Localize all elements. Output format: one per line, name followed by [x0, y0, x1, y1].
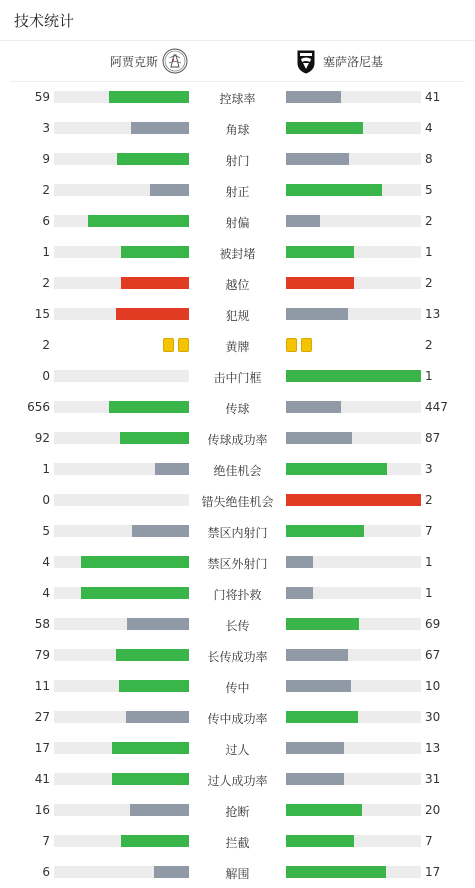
- away-stat-value: 7: [425, 524, 433, 538]
- home-stat-bar: [54, 680, 189, 692]
- home-stat-bar: [54, 122, 189, 134]
- home-stat-fill: [117, 153, 189, 165]
- away-stat-fill: [286, 618, 359, 630]
- away-stat-bar: [286, 308, 421, 320]
- home-stat-fill: [127, 618, 189, 630]
- away-stat-bar: [286, 277, 421, 289]
- stat-row: [0, 857, 475, 888]
- home-stat-value: 17: [34, 741, 50, 755]
- teams-header: [10, 41, 465, 82]
- home-stat-bar: [54, 773, 189, 785]
- stat-row: [0, 423, 475, 454]
- home-stat-bar: [54, 277, 189, 289]
- home-yellow-cards: [163, 338, 189, 352]
- away-stat-fill: [286, 463, 387, 475]
- home-stat-fill: [116, 649, 189, 661]
- stat-row: [0, 733, 475, 764]
- home-stat-fill: [130, 804, 189, 816]
- stat-label: 解围: [225, 867, 250, 881]
- away-stat-fill: [286, 804, 362, 816]
- away-stat-value: 13: [425, 741, 441, 755]
- away-stat-value: 2: [425, 493, 433, 507]
- away-stat-fill: [286, 742, 344, 754]
- home-stat-value: 6: [42, 865, 50, 879]
- home-stat-fill: [81, 587, 189, 599]
- away-stat-value: 13: [425, 307, 441, 321]
- home-stat-fill: [154, 866, 189, 878]
- stat-label: 禁区外射门: [207, 557, 268, 571]
- stat-row: [0, 454, 475, 485]
- home-stat-fill: [121, 246, 189, 258]
- home-stat-bar: [54, 215, 189, 227]
- away-stat-fill: [286, 370, 421, 382]
- stat-row: [0, 547, 475, 578]
- stat-row: [0, 516, 475, 547]
- away-stat-value: 67: [425, 648, 441, 662]
- away-stat-fill: [286, 711, 358, 723]
- away-stat-fill: [286, 649, 348, 661]
- home-stat-bar: [54, 804, 189, 816]
- stat-label: 绝佳机会: [213, 464, 262, 478]
- home-stat-fill: [150, 184, 189, 196]
- stat-row: [0, 299, 475, 330]
- stat-label: 黄牌: [225, 340, 250, 354]
- home-stat-bar: [54, 91, 189, 103]
- stat-row: [0, 671, 475, 702]
- stat-label: 禁区内射门: [207, 526, 268, 540]
- stat-label: 长传: [225, 619, 250, 633]
- yellow-card-icon: [178, 338, 189, 352]
- stat-row: [0, 578, 475, 609]
- page-title: 技术统计: [14, 12, 75, 30]
- stat-label: 被封堵: [219, 247, 256, 261]
- away-stat-bar: [286, 215, 421, 227]
- home-stat-bar: [54, 742, 189, 754]
- stat-label: 错失绝佳机会: [201, 495, 274, 509]
- home-stat-fill: [109, 91, 189, 103]
- home-stat-fill: [132, 525, 189, 537]
- stat-row: [0, 206, 475, 237]
- home-stat-value: 2: [42, 183, 50, 197]
- away-stat-value: 4: [425, 121, 433, 135]
- away-stat-bar: [286, 525, 421, 537]
- home-stat-fill: [109, 401, 189, 413]
- home-stat-bar: [54, 494, 189, 506]
- home-stat-value: 59: [34, 90, 50, 104]
- home-stat-bar: [54, 308, 189, 320]
- home-stat-fill: [126, 711, 189, 723]
- away-stat-value: 1: [425, 369, 433, 383]
- home-stat-bar: [54, 525, 189, 537]
- home-stat-value: 7: [42, 834, 50, 848]
- home-stat-bar: [54, 866, 189, 878]
- title-bar: [0, 0, 475, 41]
- home-stat-value: 6: [42, 214, 50, 228]
- home-stat-value: 0: [42, 493, 50, 507]
- away-stat-value: 69: [425, 617, 441, 631]
- yellow-card-icon: [163, 338, 174, 352]
- home-stat-value: 15: [34, 307, 50, 321]
- home-stat-value: 9: [42, 152, 50, 166]
- stat-row: [0, 144, 475, 175]
- stat-label: 拦截: [225, 836, 250, 850]
- home-stat-value: 41: [34, 772, 50, 786]
- home-stat-bar: [54, 463, 189, 475]
- home-stat-fill: [121, 277, 189, 289]
- stat-row: [0, 795, 475, 826]
- away-stat-fill: [286, 277, 354, 289]
- away-stat-bar: [286, 680, 421, 692]
- away-stat-fill: [286, 401, 341, 413]
- home-stat-value: 27: [34, 710, 50, 724]
- away-stat-fill: [286, 773, 344, 785]
- stat-row: [0, 330, 475, 361]
- stats-list: [0, 82, 475, 888]
- home-stat-bar: [54, 556, 189, 568]
- away-stat-fill: [286, 308, 348, 320]
- away-stat-bar: [286, 91, 421, 103]
- home-stat-value: 92: [34, 431, 50, 445]
- home-stat-fill: [88, 215, 189, 227]
- away-stat-fill: [286, 835, 354, 847]
- home-stat-fill: [155, 463, 189, 475]
- stat-row: [0, 392, 475, 423]
- away-stat-fill: [286, 432, 352, 444]
- home-stat-value: 58: [34, 617, 50, 631]
- home-stat-value: 2: [42, 276, 50, 290]
- stat-row: [0, 361, 475, 392]
- away-stat-bar: [286, 122, 421, 134]
- stat-label: 击中门框: [213, 371, 262, 385]
- stat-label: 越位: [225, 278, 250, 292]
- home-stat-value: 4: [42, 555, 50, 569]
- away-stat-value: 2: [425, 338, 433, 352]
- yellow-card-icon: [286, 338, 297, 352]
- home-stat-value: 5: [42, 524, 50, 538]
- stat-label: 射门: [225, 154, 250, 168]
- away-stat-value: 17: [425, 865, 441, 879]
- stat-row: [0, 764, 475, 795]
- home-stat-bar: [54, 835, 189, 847]
- stat-row: [0, 268, 475, 299]
- away-stat-value: 1: [425, 245, 433, 259]
- home-stat-bar: [54, 618, 189, 630]
- stat-label: 射正: [225, 185, 250, 199]
- home-team-name: 阿贾克斯: [109, 54, 158, 69]
- home-stat-value: 0: [42, 369, 50, 383]
- away-stat-bar: [286, 246, 421, 258]
- away-stat-fill: [286, 153, 349, 165]
- ajax-logo-icon: [162, 48, 188, 74]
- away-stat-value: 1: [425, 555, 433, 569]
- away-stat-bar: [286, 649, 421, 661]
- yellow-card-icon: [301, 338, 312, 352]
- away-stat-fill: [286, 587, 313, 599]
- away-stat-bar: [286, 587, 421, 599]
- away-stat-value: 2: [425, 214, 433, 228]
- home-stat-bar: [54, 401, 189, 413]
- away-stat-value: 7: [425, 834, 433, 848]
- home-stat-bar: [54, 587, 189, 599]
- away-yellow-cards: [286, 338, 312, 352]
- stat-label: 控球率: [219, 92, 256, 106]
- stat-row: [0, 609, 475, 640]
- stat-label: 过人成功率: [207, 774, 268, 788]
- away-stat-fill: [286, 556, 313, 568]
- away-stat-bar: [286, 835, 421, 847]
- home-stat-value: 3: [42, 121, 50, 135]
- away-stat-value: 3: [425, 462, 433, 476]
- away-stat-fill: [286, 525, 364, 537]
- away-stat-bar: [286, 463, 421, 475]
- home-stat-fill: [116, 308, 189, 320]
- away-stat-fill: [286, 215, 320, 227]
- home-stat-bar: [54, 184, 189, 196]
- home-stat-value: 11: [34, 679, 50, 693]
- away-stat-bar: [286, 866, 421, 878]
- stat-label: 传球成功率: [207, 433, 268, 447]
- home-stat-bar: [54, 246, 189, 258]
- stat-label: 传球: [225, 402, 250, 416]
- home-stat-value: 656: [27, 400, 50, 414]
- away-stat-fill: [286, 246, 354, 258]
- stat-label: 传中成功率: [207, 712, 268, 726]
- away-stat-value: 8: [425, 152, 433, 166]
- home-stat-value: 4: [42, 586, 50, 600]
- home-stat-bar: [54, 649, 189, 661]
- stat-label: 过人: [225, 743, 250, 757]
- away-stat-bar: [286, 184, 421, 196]
- away-stat-value: 41: [425, 90, 441, 104]
- home-stat-fill: [112, 773, 189, 785]
- home-stat-bar: [54, 432, 189, 444]
- stat-row: [0, 640, 475, 671]
- away-stat-bar: [286, 370, 421, 382]
- stat-row: [0, 237, 475, 268]
- away-stat-bar: [286, 804, 421, 816]
- home-stat-bar: [54, 711, 189, 723]
- stat-row: [0, 485, 475, 516]
- away-stat-fill: [286, 122, 363, 134]
- stat-row: [0, 826, 475, 857]
- away-stat-fill: [286, 866, 386, 878]
- away-stat-fill: [286, 494, 421, 506]
- home-stat-value: 79: [34, 648, 50, 662]
- away-team[interactable]: [293, 48, 383, 74]
- paok-logo-icon: [293, 48, 319, 74]
- home-stat-value: 1: [42, 245, 50, 259]
- stat-row: [0, 82, 475, 113]
- home-stat-bar: [54, 370, 189, 382]
- stat-label: 射偏: [225, 216, 250, 230]
- away-stat-bar: [286, 773, 421, 785]
- away-stat-fill: [286, 680, 351, 692]
- home-team[interactable]: [110, 48, 188, 74]
- away-stat-value: 20: [425, 803, 441, 817]
- away-stat-value: 10: [425, 679, 441, 693]
- stat-label: 长传成功率: [207, 650, 268, 664]
- away-stat-fill: [286, 184, 382, 196]
- away-team-name: 塞萨洛尼基: [323, 54, 384, 69]
- stat-row: [0, 175, 475, 206]
- away-stat-bar: [286, 401, 421, 413]
- stat-label: 犯规: [225, 309, 250, 323]
- stat-label: 门将扑救: [213, 588, 262, 602]
- home-stat-bar: [54, 153, 189, 165]
- home-stat-value: 1: [42, 462, 50, 476]
- away-stat-bar: [286, 711, 421, 723]
- home-stat-fill: [121, 835, 189, 847]
- stat-label: 传中: [225, 681, 250, 695]
- stat-row: [0, 702, 475, 733]
- home-stat-fill: [131, 122, 189, 134]
- away-stat-bar: [286, 494, 421, 506]
- away-stat-bar: [286, 742, 421, 754]
- away-stat-value: 447: [425, 400, 448, 414]
- away-stat-bar: [286, 618, 421, 630]
- stat-row: [0, 113, 475, 144]
- away-stat-value: 87: [425, 431, 441, 445]
- away-stat-value: 30: [425, 710, 441, 724]
- home-stat-value: 16: [34, 803, 50, 817]
- away-stat-value: 31: [425, 772, 441, 786]
- away-stat-bar: [286, 432, 421, 444]
- home-stat-fill: [112, 742, 189, 754]
- away-stat-bar: [286, 556, 421, 568]
- away-stat-bar: [286, 153, 421, 165]
- away-stat-value: 1: [425, 586, 433, 600]
- away-stat-fill: [286, 91, 341, 103]
- home-stat-value: 2: [42, 338, 50, 352]
- away-stat-value: 2: [425, 276, 433, 290]
- stat-label: 抢断: [225, 805, 250, 819]
- home-stat-fill: [119, 680, 189, 692]
- stat-label: 角球: [225, 123, 250, 137]
- away-stat-value: 5: [425, 183, 433, 197]
- home-stat-fill: [81, 556, 189, 568]
- home-stat-fill: [120, 432, 189, 444]
